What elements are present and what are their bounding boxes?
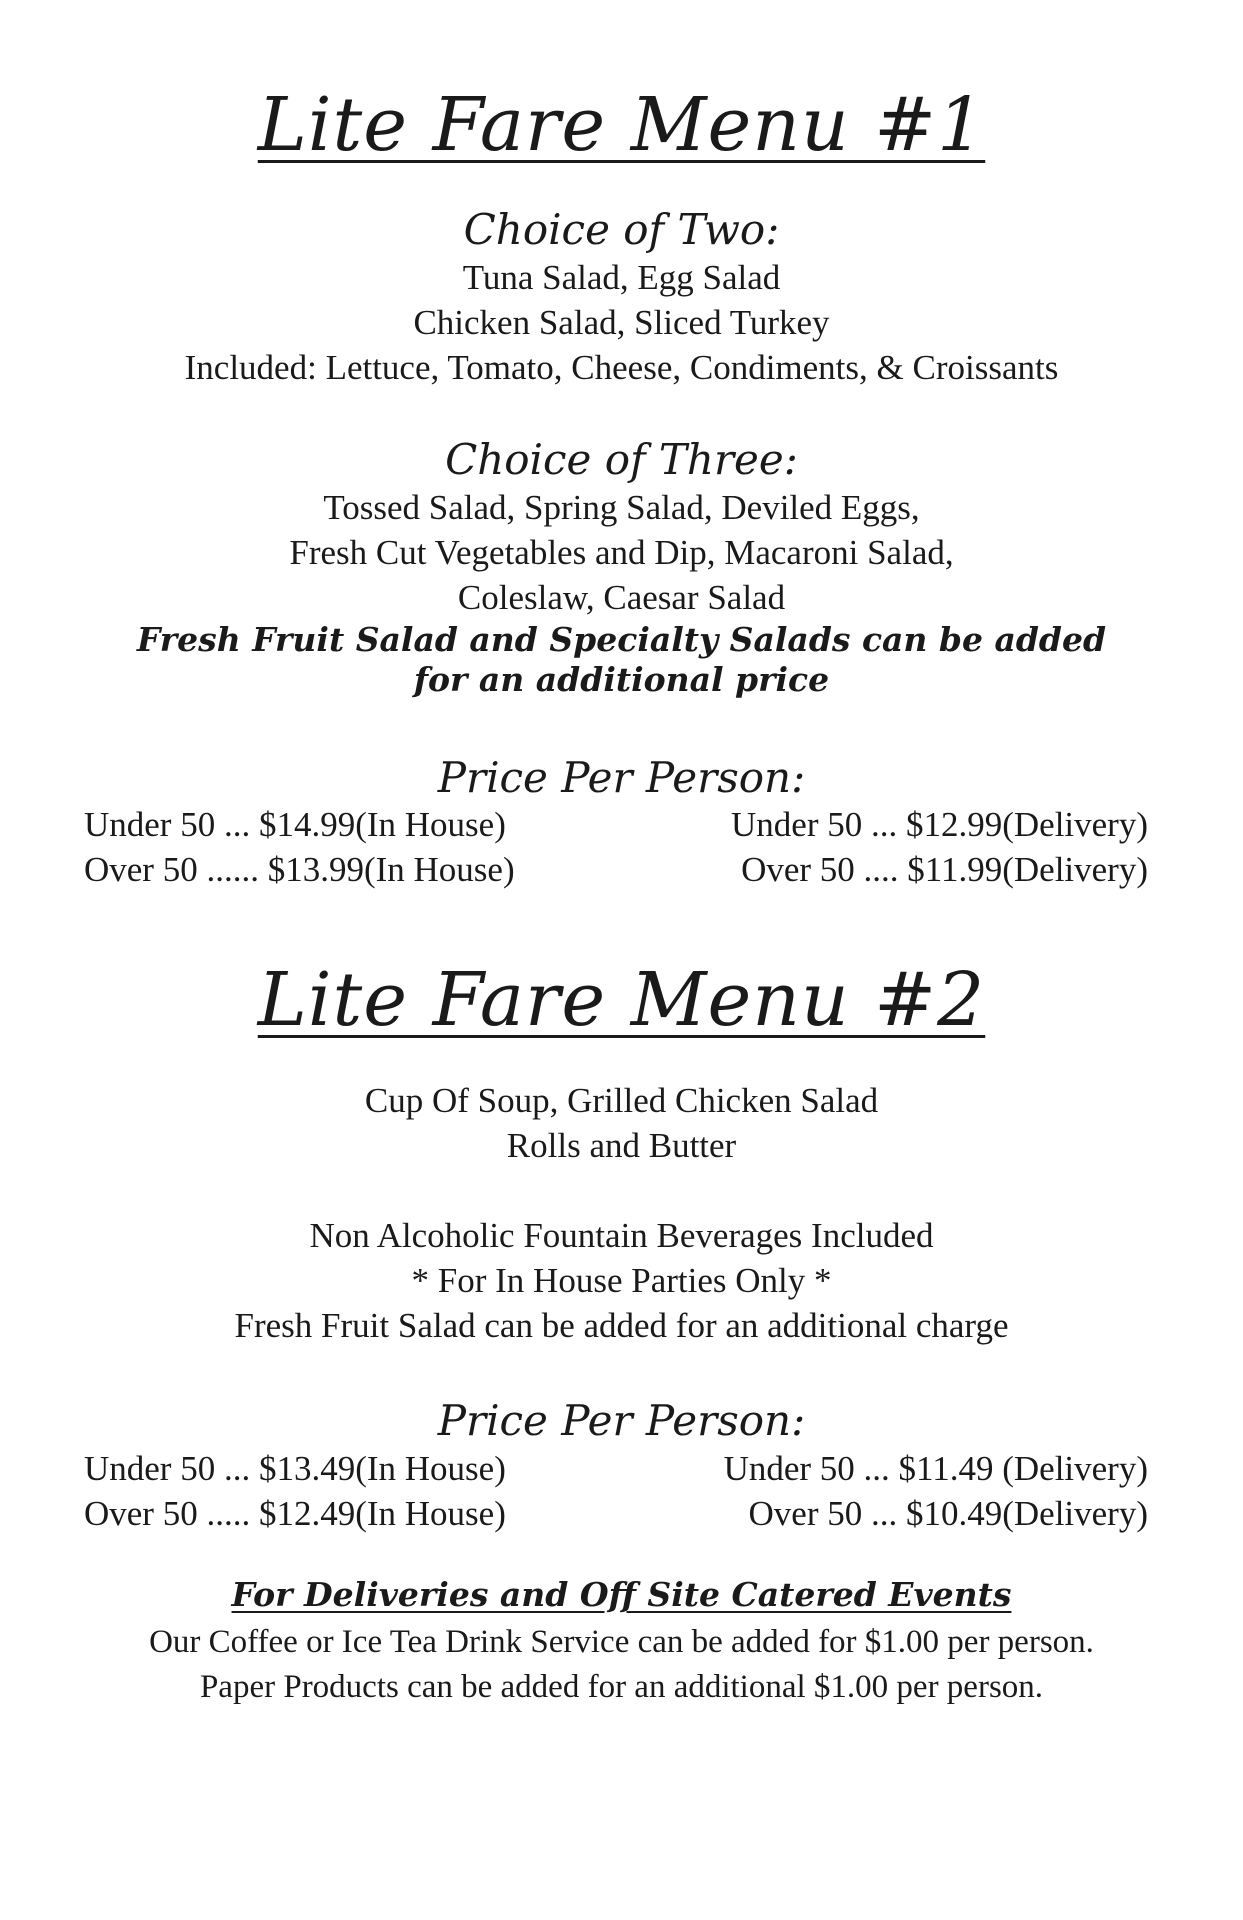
choice-three-heading: Choice of Three: bbox=[445, 435, 798, 484]
choice-two-line: Tuna Salad, Egg Salad bbox=[462, 258, 781, 297]
price-delivery: Under 50 ... $12.99(Delivery) bbox=[731, 805, 1148, 844]
choice-three-line: Fresh Cut Vegetables and Dip, Macaroni Salad, bbox=[289, 533, 954, 572]
menu2-note-line: Non Alcoholic Fountain Beverages Included bbox=[309, 1216, 934, 1255]
choice-two-heading: Choice of Two: bbox=[463, 205, 780, 254]
price-heading-menu1: Price Per Person: bbox=[437, 753, 806, 802]
footer-heading bbox=[0, 1575, 1243, 1615]
price-delivery: Over 50 .... $11.99(Delivery) bbox=[741, 850, 1148, 889]
choice-three-line: Tossed Salad, Spring Salad, Deviled Eggs, bbox=[323, 488, 920, 527]
price-delivery: Under 50 ... $11.49 (Delivery) bbox=[723, 1449, 1148, 1488]
menu1-title: Lite Fare Menu #1 bbox=[257, 82, 986, 168]
specialty-salad-note: for an additional price bbox=[413, 660, 830, 699]
footer-line: Our Coffee or Ice Tea Drink Service can be added for $1.00 per person. bbox=[149, 1624, 1094, 1660]
choice-two-included-line: Included: Lettuce, Tomato, Cheese, Condiments, & Croissants bbox=[184, 348, 1059, 387]
footer-line: Paper Products can be added for an additional $1.00 per person. bbox=[199, 1669, 1044, 1705]
menu2-title: Lite Fare Menu #2 bbox=[257, 957, 986, 1043]
specialty-salad-note: Fresh Fruit Salad and Specialty Salads can be added bbox=[136, 620, 1107, 659]
price-delivery: Over 50 ... $10.49(Delivery) bbox=[748, 1494, 1148, 1533]
price-in-house: Under 50 ... $14.99(In House) bbox=[84, 805, 506, 844]
menu2-item-line: Rolls and Butter bbox=[506, 1126, 737, 1165]
footer-heading-text: For Deliveries and Off Site Catered Events bbox=[231, 1575, 1012, 1614]
menu2-note-line: Fresh Fruit Salad can be added for an additional charge bbox=[234, 1306, 1009, 1345]
menu2-note-line: * For In House Parties Only * bbox=[411, 1261, 832, 1300]
price-in-house: Over 50 ..... $12.49(In House) bbox=[84, 1494, 506, 1533]
menu2-item-line: Cup Of Soup, Grilled Chicken Salad bbox=[364, 1081, 879, 1120]
choice-three-line: Coleslaw, Caesar Salad bbox=[457, 578, 786, 617]
price-in-house: Over 50 ...... $13.99(In House) bbox=[84, 850, 515, 889]
price-heading-menu2: Price Per Person: bbox=[437, 1396, 806, 1445]
price-in-house: Under 50 ... $13.49(In House) bbox=[84, 1449, 506, 1488]
choice-two-line: Chicken Salad, Sliced Turkey bbox=[413, 303, 830, 342]
